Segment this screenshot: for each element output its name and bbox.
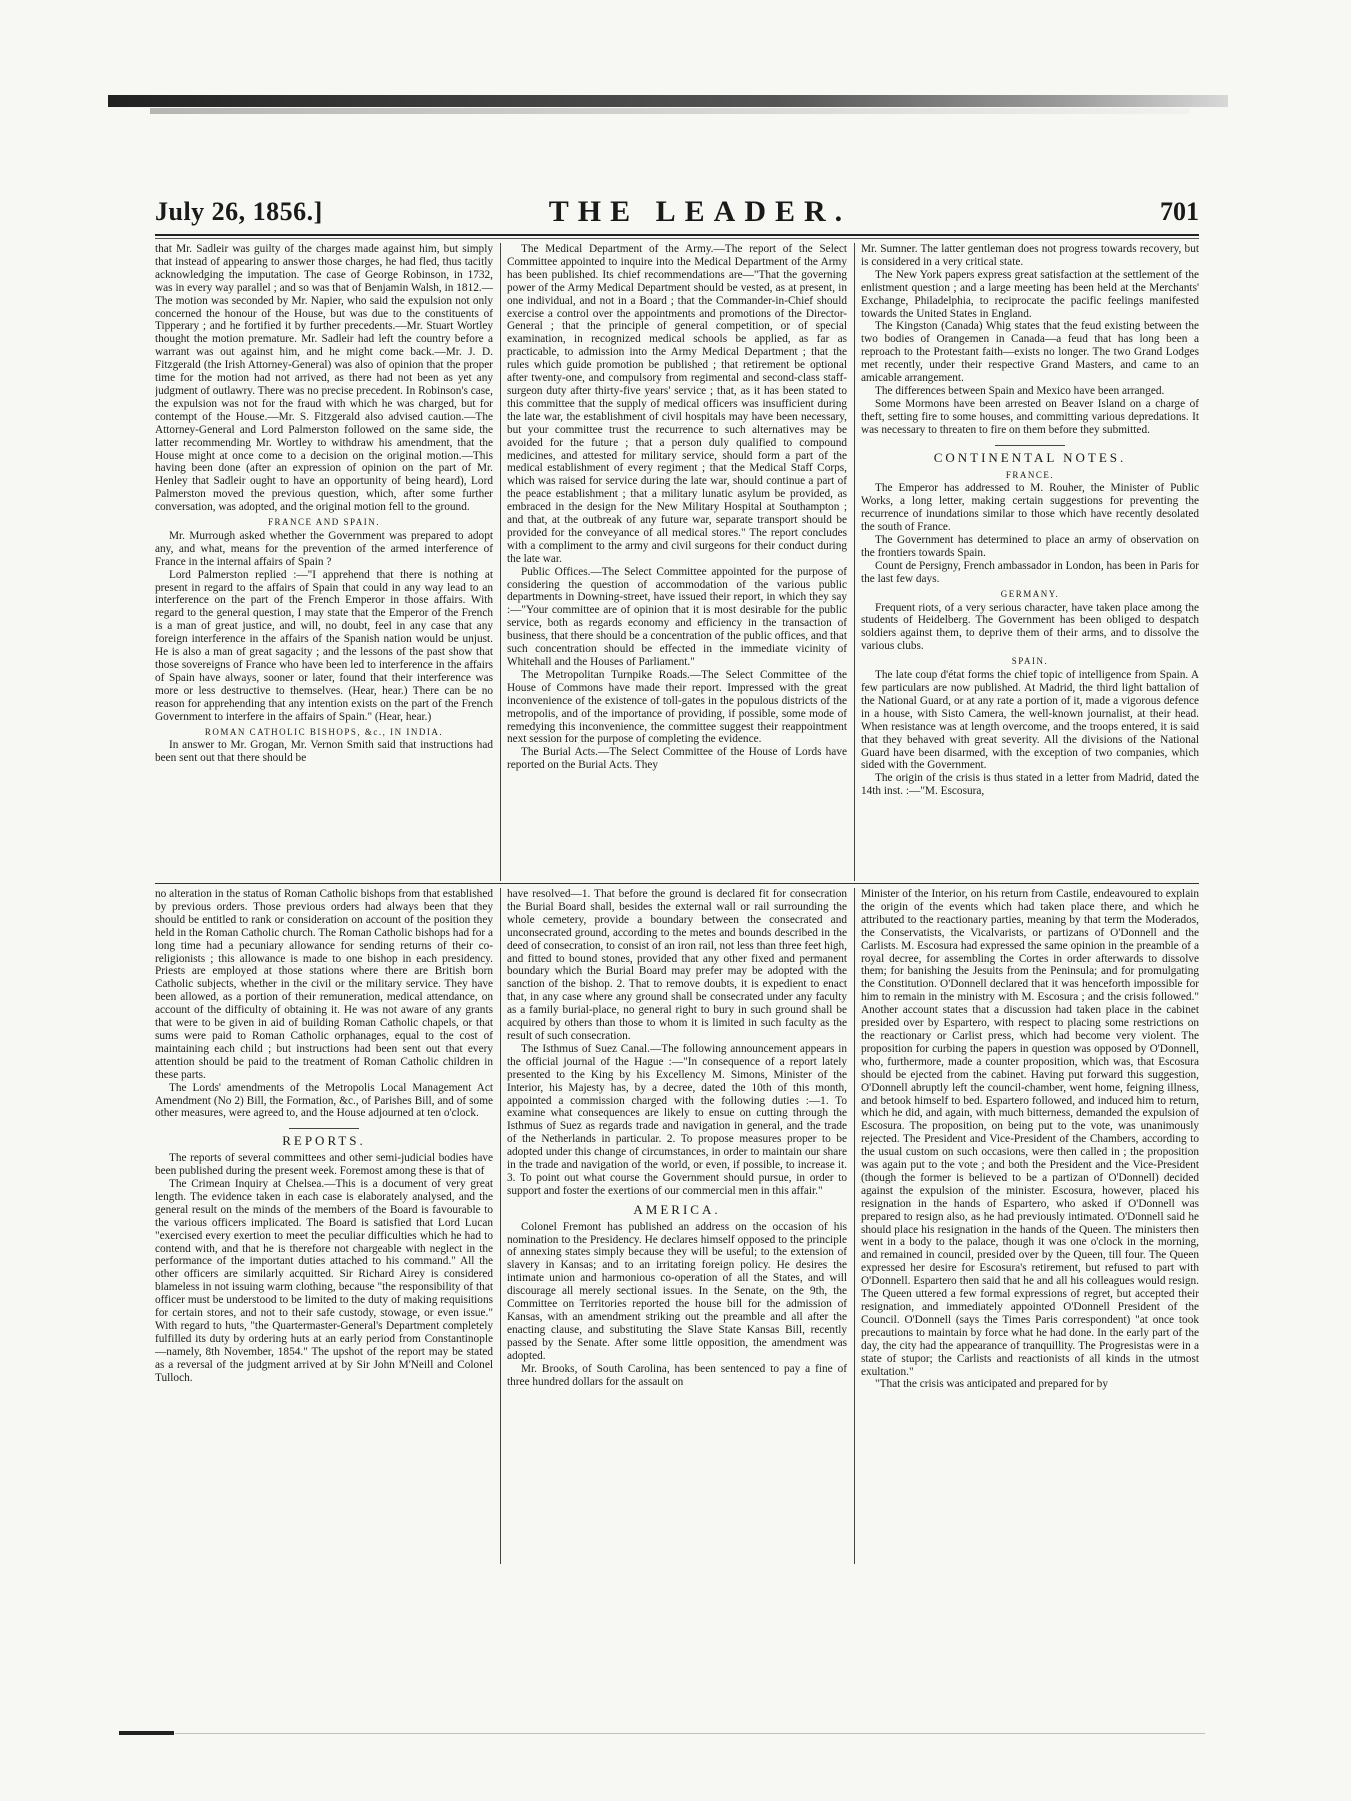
separator-rule [995,445,1065,446]
article-paragraph: Mr. Sumner. The latter gentleman does not progress towards recovery, but is considered in a very critical state. [861,243,1199,268]
scan-edge-shadow [150,108,1190,114]
article-paragraph: The origin of the crisis is thus stated in a letter from Madrid, dated the 14th inst. :—"M. Escosura, [861,772,1199,798]
column-rule [854,243,855,881]
article-paragraph: Count de Persigny, French ambassador in London, has been in Paris for the last few days. [861,559,1199,585]
article-paragraph: Colonel Fremont has published an address on the occasion of his nomination to the Presidency. He declares himself opposed to the principle of annexing states simply because they will be useful; to the extension of slavery in Kansas; and to an irritating foreign policy. He desires the intimate union and harmonious co-operation of all the States, and will discourage all merely sectional issues. In the Senate, on the 9th, the Committee on Territories reported the house bill for the admission of Kansas, with an amendment striking out the preamble and all after the enacting clause, and substituting the Slave State Kansas Bill, recently passed by the Senate. After some little opposition, the amendment was adopted. [507,1220,847,1362]
scan-edge-bottom-line [175,1733,1205,1734]
separator-rule [289,1128,359,1129]
scan-edge-top [108,95,1228,107]
article-paragraph: Frequent riots, of a very serious character, have taken place among the students of Heidelberg. The Government has been obliged to despatch soldiers against them, to deprive them of their arms, and to dissolve the various clubs. [861,601,1199,653]
article-paragraph: The Emperor has addressed to M. Rouher, the Minister of Public Works, a long letter, making certain suggestions for preventing the recurrence of inundations similar to those which have recently desolated the south of France. [861,482,1199,534]
article-paragraph: Minister of the Interior, on his return from Castile, endeavoured to explain the origin of the events which had taken place there, and which he attributed to the reactionary parties, meaning by that term the Moderados, the Conservatists, the Vicalvarists, or partizans of O'Donnell and the Carlists. M. Escosura had expressed the same opinion in the preamble of a royal decree, for assembling the Cortes in order afterwards to dissolve them; for banishing the Jesuits from the Peninsula; and for promulgating the Constitution. O'Donnell declared that it was henceforth impossible for him to remain in the ministry with M. Escosura ; and the crisis followed." Another account states that a discussion had taken place in the cabinet presided over by Espartero, with respect to placing some restrictions on the reactionary or Carlist press, which had become very violent. The proposition for curbing the papers in question was opposed by O'Donnell, who, furthermore, made a counter proposition, which was, that Escosura should be ejected from the cabinet. Having put forward this suggestion, O'Donnell abruptly left the council-chamber, went home, feigning illness, and betook himself to bed. Espartero followed, and induced him to return, which he did, and again, with much bitterness, demanded the expulsion of Escosura. The proposition, on being put to the vote, was unanimously rejected. The President and Vice-President of the Chambers, according to the usual custom on such occasions, were then called in ; the proposition was again put to the vote ; and both the President and the Vice-President (though the former is believed to be a partizan of O'Donnell) decided against the expulsion of the minister. Escosura, however, placed his resignation in the hands of Espartero, who asked if O'Donnell was prepared to resign also, as he had previously intimated. O'Donnell said he should place his resignation in the hands of the Queen. The ministers then went in a body to the palace, though it was one o'clock in the morning, and remained in council, presided over by the Queen, till four. The Queen expressed her desire for Escosura's retirement, but refused to part with O'Donnell. Espartero then said that he and all his colleagues would resign. The Queen uttered a few formal expressions of regret, but accepted their resignation, and immediately appointed O'Donnell President of the Council. O'Donnell (says the Times Paris correspondent) "at once took precautions to maintain by force what he had done. In the early part of the day, the city had the appearance of tranquillity. The Progresistas were in a state of stupor; the Carlists and reactionists of all kinds in the utmost exultation." [861,888,1199,1378]
section-heading: AMERICA. [633,1201,721,1217]
article-paragraph: Some Mormons have been arrested on Beaver Island on a charge of theft, setting fire to some houses, and committing various depredations. It was necessary to threaten to fire on them before they submitted. [861,397,1199,436]
article-paragraph: "That the crisis was anticipated and prepared for by [875,1378,1108,1391]
article-paragraph: In answer to Mr. Grogan, Mr. Vernon Smith said that instructions had been sent out that there should be [155,739,493,765]
article-paragraph: The Isthmus of Suez Canal.—The following announcement appears in the official journal of the Hague :—"In consequence of a report lately presented to the King by his Excellency M. Simons, Minister of the Interior, his Majesty has, by a decree, dated the 10th of this month, appointed a commission charged with the following duties :—1. To examine what consequences are likely to ensue on cutting through the Isthmus of Suez as regards trade and navigation in general, and the trade of the Netherlands in particular. 2. To propose measures proper to be adopted under this change of circumstances, in order to maintain our share in the trade and navigation of the world, or even, if possible, to increase it. 3. To point out what course the Government should pursue, in order to support and foster the exertions of our commercial men in this affair." [507,1042,847,1197]
article-paragraph: Lord Palmerston replied :—"I apprehend that there is nothing at present in regard to the affairs of Spain that could in any way lead to an interference on the part of the French Emperor in those affairs. With regard to the general question, I may state that the Emperor of the French is a man of great justice, and will, no doubt, feel in any case that any foreign interference in the affairs of the Spanish nation would be unjust. He is also a man of great sagacity ; and the lessons of the past show that those sovereigns of France who have been led to interference in the affairs of Spain have always, sooner or later, found that their interference was more or less destructive to themselves. (Hear, hear.) There can be no reason for apprehending that any intention exists on the part of the French Government to interfere in the affairs of Spain." (Hear, hear.) [155,568,493,723]
section-heading: FRANCE AND SPAIN. [268,517,380,528]
column-1-bottom [155,888,493,1564]
section-heading: CONTINENTAL NOTES. [933,449,1127,465]
article-paragraph: The Kingston (Canada) Whig states that the feud existing between the two bodies of Orangemen in Canada—a feud that has long been a reproach to the Protestant faith—exists no longer. The two Grand Lodges met recently, under their respective Grand Masters, and came to an amicable arrangement. [861,320,1199,385]
article-paragraph: The late coup d'état forms the chief topic of intelligence from Spain. A few particulars are now published. At Madrid, the third light battalion of the National Guard, or at any rate a portion of it, made a vigorous defence in a house, with Sisto Camera, the well-known journalist, at their head. When resistance was at length overcome, and the troops entered, it is said that they behaved with great severity. All the divisions of the National Guard have been disarmed, with the exception of two companies, which sided with the Government. [861,669,1199,772]
header-rule-thin [155,238,1199,239]
column-3-top [861,243,1199,881]
article-paragraph: The Crimean Inquiry at Chelsea.—This is a document of very great length. The evidence taken in each case is elaborately analysed, and the general result on the minds of the members of the Board is favourable to the various officers implicated. The Board is satisfied that Lord Lucan "exercised every exertion to meet the peculiar difficulties which he had to contend with, and that he is therefore not chargeable with neglect in the performance of the important duties attached to his command." All the other officers are similarly acquitted. Sir Richard Airey is considered blameless in not issuing warm clothing, because "the responsibility of that officer must be understood to be limited to the duty of making requisitions for certain stores, and not to their safe custody, stowage, or even issue." With regard to huts, "the Quartermaster-General's Department completely fulfilled its duty by ordering huts at an early period from Constantinople—namely, 8th November, 1854." The upshot of the report may be stated as a reversal of the judgment arrived at by Sir John M'Neill and Colonel Tulloch. [155,1178,493,1384]
scan-edge-bottom [119,1731,174,1735]
column-rule [854,888,855,1564]
article-paragraph: The Lords' amendments of the Metropolis Local Management Act Amendment (No 2) Bill, the Formation, &c., of Parishes Bill, and of some other measures, were agreed to, and the House adjourned at ten o'clock. [155,1081,493,1120]
article-paragraph: The Medical Department of the Army.—The report of the Select Committee appointed to inquire into the Medical Department of the Army has been published. Its chief recommendations are—"That the governing power of the Army Medical Department should be vested, as at present, in one individual, and not in a Board ; that the Commander-in-Chief should exercise a control over the appointments and promotions of the Director-General ; that the principle of general competition, or of special examination, in recognized medical schools be applied, as far as practicable, to admission into the Army Medical Department ; that the rules which guide promotion be published ; that retirement be optional after twenty-one, and compulsory from regimental and second-class staff-surgeon duty after thirty-five years' service ; that, as it has been stated to this committee that the supply of medical officers was insufficient during the late war, the establishment of civil hospitals may have been necessary, but your committee trust the recurrence to such alternatives may be avoided for the future ; that a person duly qualified to compound medicines, and attested for military service, should form a part of the medical establishment of every regiment ; that the Medical Staff Corps, which was raised for service during the late war, should continue a part of the peace establishment ; that a military lunatic asylum be provided, as embraced in the design for the New Military Hospital at Southampton ; and that, at the outbreak of any future war, separate transport should be provided for the conveyance of all medical stores." The report concludes with a compliment to the army and civil surgeons for their conduct during the late war. [507,243,847,565]
header-rule [155,234,1199,236]
column-rule [500,243,501,881]
article-paragraph: The differences between Spain and Mexico have been arranged. [875,384,1165,397]
article-paragraph: The reports of several committees and other semi-judicial bodies have been published during the present week. Foremost among these is that of [155,1152,493,1178]
article-paragraph: Mr. Murrough asked whether the Government was prepared to adopt any, and what, means for the prevention of the armed interference of France in the internal affairs of Spain ? [155,529,493,568]
page-header [155,197,1199,231]
section-cut-line [155,883,1199,884]
article-paragraph: that Mr. Sadleir was guilty of the charges made against him, but simply that instead of appearing to answer those charges, he had fled, thus tacitly acknowledging the imputation. The case of George Robinson, in 1732, was in every way parallel ; and so was that of Benjamin Walsh, in 1812.—The motion was seconded by Mr. Napier, who said the expulsion not only concerned the honour of the House, but was due to the constituents of Tipperary ; and he fortified it by further precedents.—Mr. Stuart Wortley thought the motion premature. Mr. Sadleir had left the country before a warrant was out against him, and he might come back.—Mr. J. D. Fitzgerald (the Irish Attorney-General) was also of opinion that the proper time for the motion had not arrived, as there had not been as yet any judgment of outlawry. There was no precise precedent. In Robinson's case, the expulsion was not for the fraud with which he was charged, but for contempt of the House.—Mr. S. Fitzgerald also advised caution.—The Attorney-General and Lord Palmerston followed on the same side, the latter recommending Mr. Wortley to withdraw his amendment, that the House might at once come to a decision on the original motion.—This having been done (after an expression of opinion on the part of Mr. Henley that Sadleir ought to have an opportunity of being heard), Lord Palmerston moved the previous question, which, after some further conversation, was adopted, and the original motion fell to the ground. [155,243,493,514]
subsection-heading: FRANCE. [1005,469,1055,480]
column-rule [500,888,501,1564]
issue-date: July 26, 1856.] [155,197,323,226]
article-paragraph: The Burial Acts.—The Select Committee of the House of Lords have reported on the Burial Acts. They [507,746,847,772]
subsection-heading: SPAIN. [1011,656,1049,667]
column-2-top [507,243,847,881]
column-2-bottom [507,888,847,1564]
article-paragraph: have resolved—1. That before the ground is declared fit for consecration the Burial Board shall, besides the external wall or rail surrounding the whole cemetery, provide a boundary between the consecrated and unconsecrated ground, according to the metes and bounds described in the deed of consecration, to consist of an iron rail, not less than three feet high, and fitted to bound stones, provided that any other fixed and permanent boundary which the Burial Board may prefer may be adopted with the sanction of the bishop. 2. That to remove doubts, it is expedient to enact that, in any case where any ground shall be consecrated under any faculty as a family burial-place, no general right to bury in such ground shall be acquired by others than those to whom it is limited in such faculty as the result of such consecration. [507,888,847,1042]
masthead-title: THE LEADER. [548,195,852,228]
page-number: 701 [1160,197,1199,226]
article-paragraph: The New York papers express great satisfaction at the settlement of the enlistment question ; and a large meeting has been held at the Merchants' Exchange, Philadelphia, to reciprocate the pacific feelings manifested towards the United States in England. [861,268,1199,320]
column-1-top [155,243,493,881]
column-3-bottom [861,888,1199,1564]
article-paragraph: Mr. Brooks, of South Carolina, has been sentenced to pay a fine of three hundred dollars for the assault on [507,1362,847,1388]
article-paragraph: The Metropolitan Turnpike Roads.—The Select Committee of the House of Commons have made their report. Impressed with the great inconvenience of the existence of toll-gates in the populous districts of the metropolis, and of the importance of providing, if possible, some mode of remedying this inconvenience, the committee suggest their reappointment next session for the purpose of completing the evidence. [507,668,847,746]
article-paragraph: no alteration in the status of Roman Catholic bishops from that established by previous orders. Those previous orders had always been that they should be entitled to rank or consideration on account of the position they held in the Roman Catholic church. The Roman Catholic bishops had for a long time had a pecuniary allowance for sending returns of their co-religionists ; this allowance is made to one bishop in each presidency. Priests are employed at those stations where there are British born Catholic subjects, whether in the civil or the military service. They have been allowed, as a portion of their remuneration, medical attendance, on account of the difficulty of obtaining it. He was not aware of any grants that were to be given in aid of building Roman Catholic chapels, or that sums were paid to Roman Catholic orphanages, equal to the cost of maintaining each child ; but instructions had been sent out that every attention should be paid to the treatment of Roman Catholic children in these parts. [155,888,493,1081]
article-paragraph: The Government has determined to place an army of observation on the frontiers towards Spain. [861,534,1199,559]
section-heading: ROMAN CATHOLIC BISHOPS, &c., IN INDIA. [204,726,444,737]
subsection-heading: GERMANY. [1000,588,1060,599]
article-paragraph: Public Offices.—The Select Committee appointed for the purpose of considering the question of accommodation of the various public departments in Downing-street, have issued their report, in which they say :—"Your committee are of opinion that it is most desirable for the public service, both as regards economy and efficiency in the transaction of business, that there should be a concentration of the public offices, and that such concentration should be effected in the immediate vicinity of Whitehall and the Houses of Parliament." [507,565,847,668]
section-heading: REPORTS. [282,1133,366,1149]
